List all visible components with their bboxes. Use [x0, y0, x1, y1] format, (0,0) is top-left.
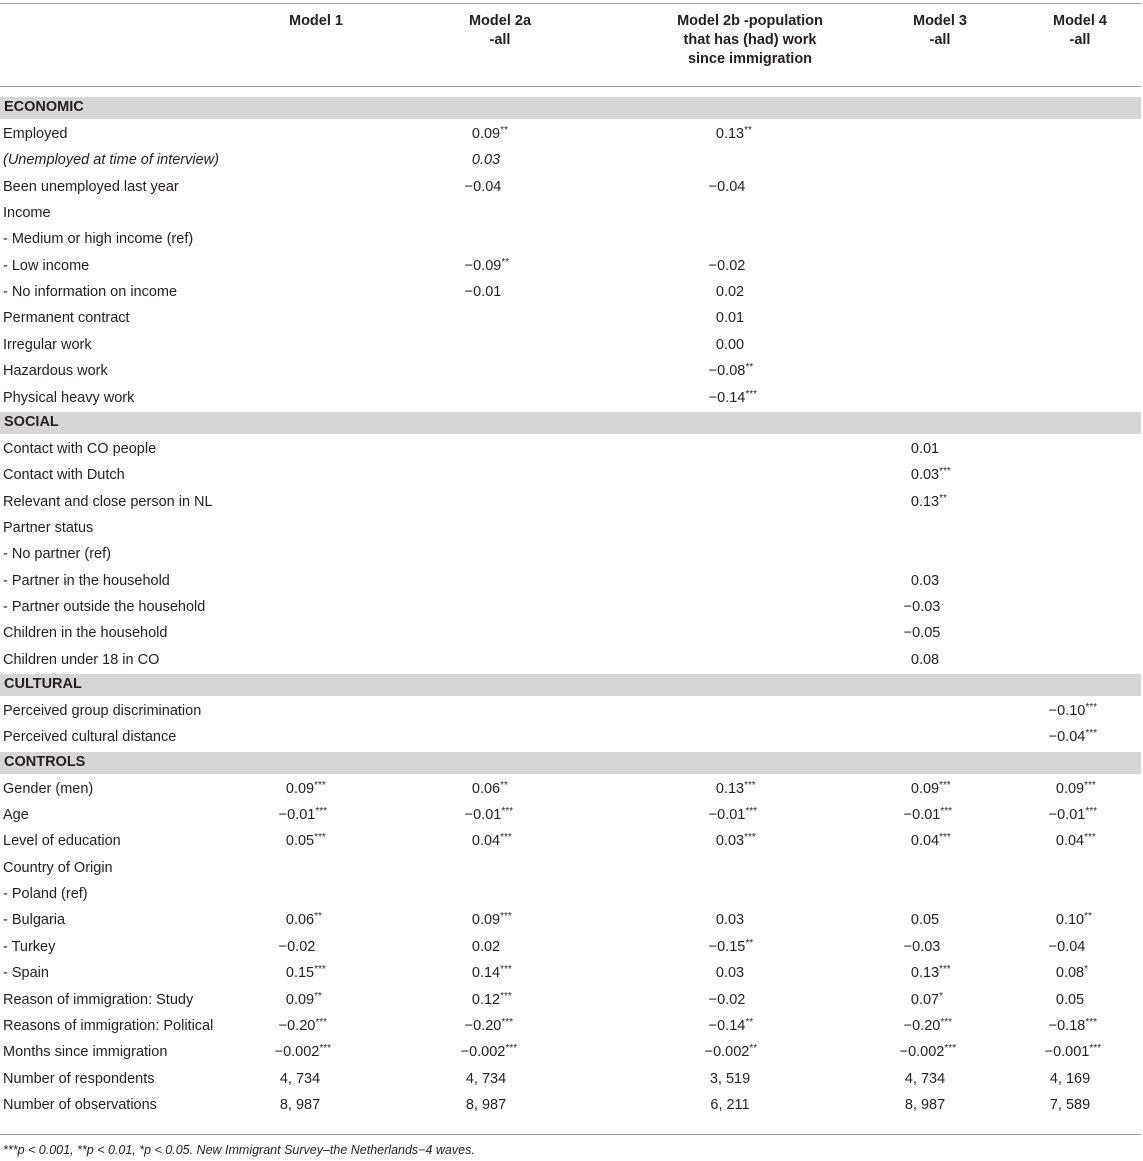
table-row — [0, 386, 1141, 412]
table-row — [0, 882, 1141, 908]
table-row — [0, 621, 1141, 647]
cell-model-4: −0.05 — [903, 625, 941, 642]
cell-model-5: 4, 169 — [1049, 1070, 1091, 1087]
cell-model-2: −0.01*** — [464, 806, 514, 824]
top-rule — [0, 3, 1141, 4]
row-label: - Low income — [3, 257, 90, 274]
cell-model-3: −0.01*** — [708, 806, 758, 824]
cell-model-4: 0.07* — [910, 990, 944, 1008]
cell-model-4: 4, 734 — [904, 1070, 946, 1087]
cell-model-5: −0.01*** — [1048, 806, 1098, 824]
cell-model-1: 4, 734 — [279, 1070, 321, 1087]
row-label: Children under 18 in CO — [3, 651, 160, 668]
cell-model-1: −0.01*** — [278, 806, 328, 824]
row-label: Children in the household — [3, 625, 168, 642]
cell-model-4: 0.09*** — [910, 779, 951, 797]
cell-model-1: 0.09*** — [285, 779, 326, 797]
table-row — [0, 908, 1141, 934]
cell-model-5: 0.08* — [1055, 964, 1089, 982]
cell-model-3: −0.08** — [708, 362, 754, 380]
table-row — [0, 856, 1141, 882]
row-label: Irregular work — [3, 336, 92, 353]
cell-model-4: −0.20*** — [903, 1016, 953, 1034]
cell-model-1: −0.002*** — [274, 1043, 332, 1061]
row-label: Relevant and close person in NL — [3, 493, 213, 510]
row-label: - Bulgaria — [3, 912, 66, 929]
table-row — [0, 569, 1141, 595]
cell-model-3: 0.00 — [715, 336, 745, 353]
cell-model-4: 0.01 — [910, 440, 940, 457]
cell-model-5: 0.04*** — [1055, 832, 1096, 850]
cell-model-2: 0.06** — [471, 779, 508, 797]
row-label: (Unemployed at time of interview) — [3, 152, 219, 169]
cell-model-4: −0.03 — [903, 938, 941, 955]
table-row — [0, 463, 1141, 489]
header-model-3: Model 3 -all — [913, 13, 967, 48]
section-title: CULTURAL — [4, 676, 82, 692]
cell-model-2: −0.01 — [464, 284, 502, 301]
cell-model-3: 3, 519 — [709, 1070, 751, 1087]
cell-model-3: −0.04 — [708, 178, 746, 195]
cell-model-3: 0.13** — [715, 125, 752, 142]
cell-model-2: 0.03 — [471, 152, 501, 169]
cell-model-4: 0.03 — [910, 572, 940, 589]
row-label: Age — [3, 807, 29, 824]
cell-model-2: 4, 734 — [465, 1070, 507, 1087]
header-rule — [0, 86, 1141, 87]
row-label: Contact with Dutch — [3, 467, 125, 484]
section-controls — [0, 752, 1141, 774]
cell-model-4: 0.04*** — [910, 832, 951, 850]
table-row — [0, 777, 1141, 803]
cell-model-4: 0.05 — [910, 912, 940, 929]
cell-model-5: −0.10*** — [1048, 702, 1098, 719]
cell-model-4: −0.03 — [903, 598, 941, 615]
row-label: Level of education — [3, 833, 121, 850]
cell-model-1: −0.02 — [278, 938, 316, 955]
cell-model-3: 0.13*** — [715, 779, 756, 797]
table-row — [0, 1040, 1141, 1066]
cell-model-1: 0.06** — [285, 911, 322, 929]
cell-model-5: −0.04 — [1048, 938, 1086, 955]
row-label: - Poland (ref) — [3, 886, 88, 903]
row-label: - Partner outside the household — [3, 598, 206, 615]
cell-model-5: −0.04*** — [1048, 728, 1098, 746]
cell-model-4: 0.13*** — [910, 964, 951, 982]
row-label: Country of Origin — [3, 859, 113, 876]
cell-model-3: 0.01 — [715, 310, 745, 327]
row-label: Employed — [3, 126, 68, 142]
row-label: Reasons of immigration: Political — [3, 1017, 214, 1034]
cell-model-3: 0.03 — [715, 965, 745, 982]
cell-model-3: −0.02 — [708, 991, 746, 1008]
cell-model-5: −0.001*** — [1044, 1043, 1102, 1061]
cell-model-1: 0.09** — [285, 990, 322, 1008]
table-row — [0, 829, 1141, 855]
section-title: SOCIAL — [4, 413, 59, 430]
cell-model-3: 0.03*** — [715, 832, 756, 850]
row-label: Partner status — [3, 519, 94, 536]
table-row — [0, 725, 1141, 751]
table-row — [0, 595, 1141, 621]
table-row — [0, 490, 1141, 516]
table-row — [0, 333, 1141, 359]
bottom-rule — [0, 1134, 1141, 1135]
cell-model-3: −0.002** — [704, 1043, 758, 1061]
cell-model-3: −0.14** — [708, 1016, 754, 1034]
table-row — [0, 437, 1141, 463]
cell-model-1: 8, 987 — [279, 1096, 321, 1113]
row-label: Physical heavy work — [3, 389, 135, 406]
cell-model-4: −0.01*** — [903, 806, 953, 824]
table-row — [0, 306, 1141, 332]
row-label: Contact with CO people — [3, 440, 157, 457]
cell-model-3: −0.02 — [708, 257, 746, 274]
table-row — [0, 227, 1141, 253]
table-row — [0, 648, 1141, 674]
cell-model-2: 0.09** — [471, 125, 508, 142]
cell-model-1: 0.15*** — [285, 964, 326, 982]
table-row — [0, 516, 1141, 542]
cell-model-3: 6, 211 — [710, 1096, 750, 1113]
row-label: Been unemployed last year — [3, 178, 179, 195]
row-label: Months since immigration — [3, 1044, 168, 1061]
cell-model-2: 0.02 — [471, 938, 501, 955]
row-label: Perceived cultural distance — [3, 729, 177, 746]
table-row — [0, 803, 1141, 829]
row-label: Income — [3, 205, 51, 222]
row-label: - Turkey — [3, 938, 56, 955]
table-row — [0, 122, 1141, 148]
table-row — [0, 148, 1141, 174]
cell-model-4: −0.002*** — [899, 1043, 957, 1061]
cell-model-5: 0.05 — [1055, 991, 1085, 1008]
cell-model-3: 0.03 — [715, 912, 745, 929]
cell-model-2: 0.14*** — [471, 964, 512, 982]
cell-model-2: −0.09** — [464, 256, 510, 274]
cell-model-4: 0.13** — [910, 492, 947, 510]
table-row — [0, 1014, 1141, 1040]
row-label: Gender (men) — [3, 780, 94, 797]
row-label: - Partner in the household — [3, 572, 170, 589]
table-row — [0, 359, 1141, 385]
header-model-2a: Model 2a -all — [468, 13, 532, 48]
cell-model-1: −0.20*** — [278, 1016, 328, 1034]
header-model-2b: Model 2b -population that has (had) work since immigration — [677, 13, 823, 67]
table-row — [0, 1093, 1141, 1119]
cell-model-3: −0.14*** — [708, 388, 758, 406]
section-economic — [0, 97, 1141, 119]
cell-model-5: −0.18*** — [1048, 1016, 1098, 1034]
section-title: CONTROLS — [4, 753, 86, 770]
table-row — [0, 935, 1141, 961]
cell-model-4: 8, 987 — [904, 1096, 946, 1113]
cell-model-5: 0.09*** — [1055, 779, 1096, 797]
cell-model-4: 0.08 — [910, 651, 940, 668]
cell-model-4: 0.03*** — [910, 466, 951, 484]
section-cultural — [0, 674, 1141, 696]
section-title: ECONOMIC — [4, 99, 84, 115]
cell-model-5: 0.10** — [1055, 911, 1092, 929]
table-row — [0, 280, 1141, 306]
table-row — [0, 1067, 1141, 1093]
cell-model-2: 8, 987 — [465, 1096, 507, 1113]
table-row — [0, 201, 1141, 227]
header-model-4: Model 4 -all — [1053, 13, 1107, 48]
row-label: Number of observations — [3, 1096, 157, 1113]
cell-model-3: −0.15** — [708, 937, 754, 955]
cell-model-2: 0.12*** — [471, 990, 512, 1008]
table-row — [0, 988, 1141, 1014]
row-label: Hazardous work — [3, 363, 108, 380]
row-label: Number of respondents — [3, 1070, 155, 1087]
header-model-1: Model 1 — [289, 13, 343, 29]
row-label: Perceived group discrimination — [3, 703, 202, 719]
row-label: - Spain — [3, 965, 49, 982]
cell-model-5: 7, 589 — [1049, 1096, 1091, 1113]
table-row — [0, 961, 1141, 987]
cell-model-1: 0.05*** — [285, 832, 326, 850]
row-label: Permanent contract — [3, 310, 130, 327]
cell-model-3: 0.02 — [715, 284, 745, 301]
section-social — [0, 412, 1141, 434]
cell-model-2: −0.20*** — [464, 1016, 514, 1034]
table-row — [0, 254, 1141, 280]
table-row — [0, 175, 1141, 201]
cell-model-2: −0.04 — [464, 178, 502, 195]
cell-model-2: −0.002*** — [460, 1043, 518, 1061]
table-row — [0, 699, 1141, 725]
cell-model-2: 0.04*** — [471, 832, 512, 850]
table-footnote: ***p < 0.001, **p < 0.01, *p < 0.05. New Immigrant Survey–the Netherlands−4 waves. — [3, 1143, 475, 1157]
row-label: - No information on income — [3, 284, 178, 301]
table-row — [0, 542, 1141, 568]
cell-model-2: 0.09*** — [471, 911, 512, 929]
row-label: - No partner (ref) — [3, 546, 111, 563]
row-label: - Medium or high income (ref) — [3, 231, 194, 248]
row-label: Reason of immigration: Study — [3, 991, 194, 1008]
